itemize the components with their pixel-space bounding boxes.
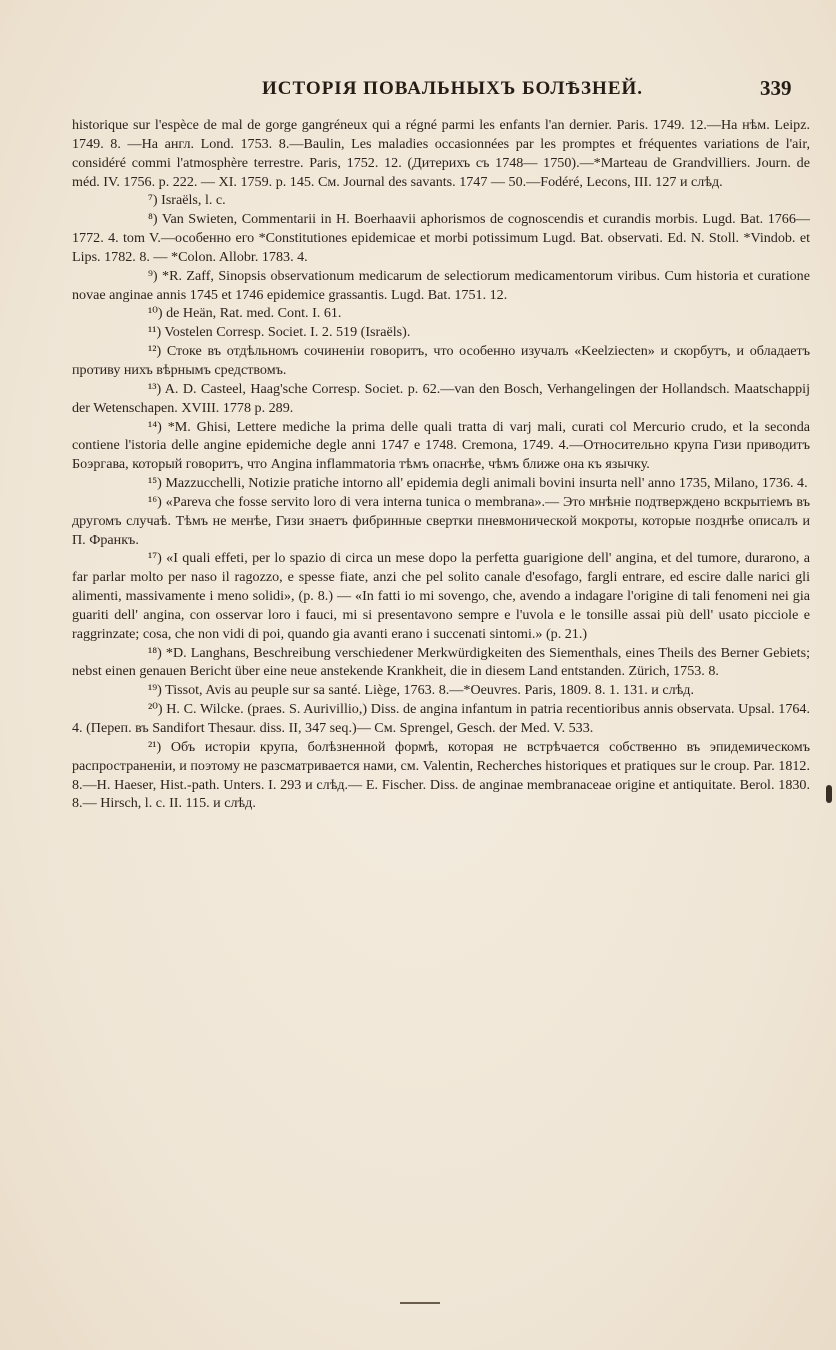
footnote-20: ²⁰) H. C. Wilcke. (praes. S. Aurivillio,) Diss. de angina infantum in patria recentioribus annis observata. Upsal. 1764. 4. (Переп. въ Sandifort Thesaur. diss. II, 347 seq.)— См. Sprengel, Gesch. der Med. V. 533. [72, 701, 810, 736]
footnote-13: ¹³) A. D. Casteel, Haag'sche Corresp. Societ. p. 62.—van den Bosch, Verhangelingen der Hollandsch. Maatschappij der Wetenschapen. XVIII. 1778 p. 289. [72, 380, 810, 416]
footnote-15: ¹⁵) Mazzucchelli, Notizie pratiche intorno all' epidemia degli animali bovini insurta nell' anno 1735, Milano, 1736. 4. [148, 475, 808, 492]
footnote-21: ²¹) Объ исторіи крупа, болѣзненной формѣ, которая не встрѣчается собственно въ эпидемическомъ распространеніи, и поэтому не разсматривается нами, см. Valentin, Recherches historiques et pratiques sur le croup. Par. 1812. 8.—H. Haeser, Hist.-path. Unters. I. 293 и слѣд.— E. Fischer. Diss. de anginae membranaceae origine et antiquitate. Berol. 1830. 8.— Hirsch, l. c. II. 115. и слѣд. [72, 738, 810, 812]
footnote-8: ⁸) Van Swieten, Commentarii in H. Boerhaavii aphorismos de cognoscendis et curandis morbis. Lugd. Bat. 1766—1772. 4. tom V.—особенно его *Constitutiones epidemicae et morbi potissimum Lugd. Bat. observati. Ed. N. Stoll. *Vindob. et Lips. 1782. 8. — *Colon. Allobr. 1783. 4. [72, 211, 810, 265]
footnote-16: ¹⁶) «Pareva che fosse servito loro di vera interna tunica o membrana».— Это мнѣніе подтверждено вскрытіемъ въ другомъ случаѣ. Тѣмъ не менѣе, Гизи знаетъ фибринные свертки пневмонической мокроты, которые позднѣе описалъ и П. Франкъ. [72, 493, 810, 548]
footnote-9: ⁹) *R. Zaff, Sinopsis observationum medicarum de selectiorum medicamentorum viribus. Cum historia et curatione novae anginae annis 1745 et 1746 epidemice grassantis. Lugd. Bat. 1751. 12. [72, 267, 810, 303]
footnote-18: ¹⁸) *D. Langhans, Beschreibung verschiedener Merkwürdigkeiten des Siementhals, eines Theils des Berner Gebiets; nebst einen genauen Bericht über eine neue anstekende Krankheit, die in diesem Land entstanden. Zürich, 1753. 8. [72, 644, 810, 680]
footnote-12: ¹²) Стоке въ отдѣльномъ сочиненіи говоритъ, что особенно изучалъ «Keelziecten» и скорбутъ, и обладаетъ противу нихъ вѣрнымъ средствомъ. [72, 343, 810, 378]
footer-dash [400, 1302, 440, 1304]
running-head: ИСТОРІЯ ПОВАЛЬНЫХЪ БОЛѢЗНЕЙ. [262, 78, 644, 99]
footnote-continuation: historique sur l'espèce de mal de gorge gangréneux qui a régné parmi les enfants l'an dernier. Paris. 1749. 12.—На нѣм. Leipz. 1749. 8. —На англ. Lond. 1753. 8.—Baulin, Les maladies occasionnées par les promptes et fréquentes variations de l'air, considéré commi l'atmosphère terrestre. Paris, 1752. 12. (Дитерихъ съ 1748— 1750).—*Marteau de Grandvilliers. Journ. de méd. IV. 1756. p. 222. — XI. 1759. p. 145. См. Journal des savants. 1747 — 50.—Fodéré, Lecons, III. 127 и слѣд. [72, 117, 810, 190]
page-number: 339 [760, 76, 792, 100]
footnote-19: ¹⁹) Tissot, Avis au peuple sur sa santé. Liège, 1763. 8.—*Oeuvres. Paris, 1809. 8. 1. 131. и слѣд. [148, 682, 694, 699]
footnote-7: ⁷) Israëls, l. c. [148, 192, 226, 209]
footnote-10: ¹⁰) de Heän, Rat. med. Cont. I. 61. [148, 305, 342, 322]
ink-spot [826, 785, 832, 803]
footnote-11: ¹¹) Vostelen Corresp. Societ. I. 2. 519 (Israëls). [148, 324, 411, 341]
footnotes-body [72, 116, 810, 813]
footnote-17: ¹⁷) «I quali effeti, per lo spazio di circa un mese dopo la perfetta guarigione dell' angina, et del tumore, durarono, a far parlar molto per naso il ragozzo, e spesse fiate, anzi che pel solito canale d'esofago, fargli entrare, ed escire dalle narici gli alimenti, massivamente i meno solidi», (p. 8.) — «In fatti io mi sovengo, che, avendo a indagare l'origine di tali fenomeni nei gia guariti dell' angina, con osservar loro i fauci, mi si presentavono sempre e l'uvola e le tonsille assai più dell' usato picciole e raggrinzate; cosa, che non vidi di poi, quando gia avanti erano i succenati sintomi.» (p. 21.) [72, 550, 810, 642]
page-header [0, 76, 836, 106]
footnote-14: ¹⁴) *M. Ghisi, Lettere mediche la prima delle quali tratta di varj mali, curati col Mercurio crudo, et la seconda contiene l'istoria delle angine epidemiche degle anni 1747 e 1748. Cremona, 1749. 4.—Относительно крупа Гизи приводитъ Боэргава, который говоритъ, что Angina inflammatoria тѣмъ опаснѣе, чѣмъ ближе она къ язычку. [72, 418, 810, 473]
